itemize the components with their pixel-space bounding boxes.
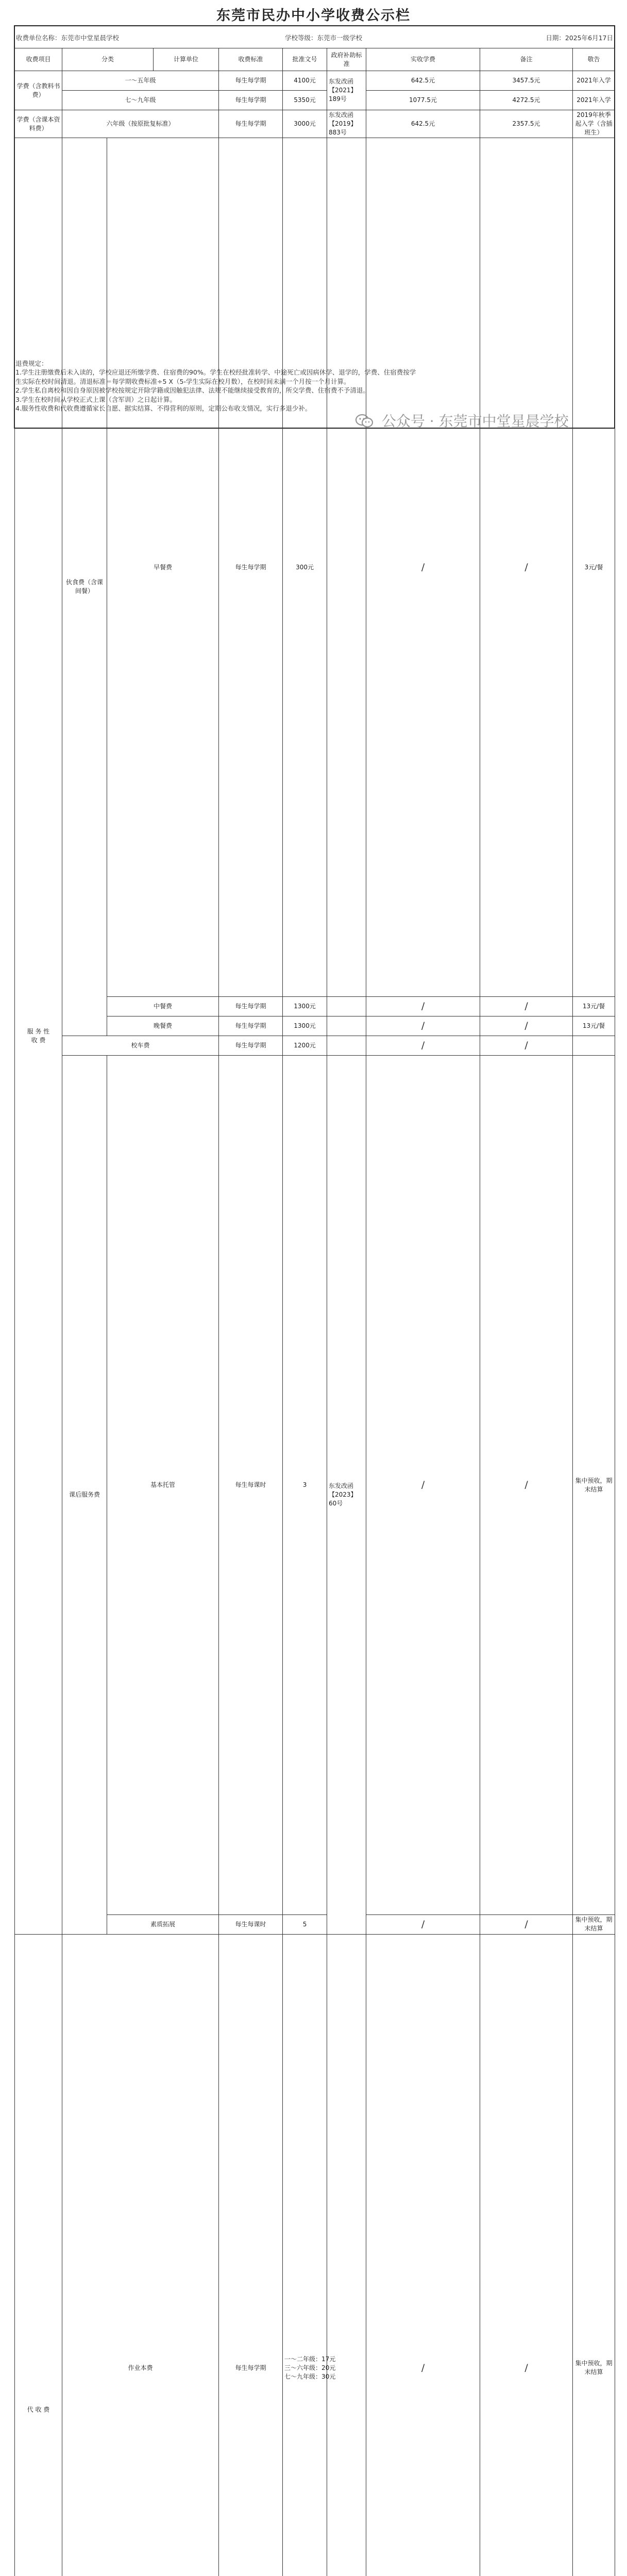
actual-fee: 4272.5元 <box>480 91 573 110</box>
unit-name: 收费单位名称：东莞市中堂星晨学校 <box>16 34 120 42</box>
calc-unit: 每生每学期 <box>219 997 283 1016</box>
remark <box>573 1036 615 1056</box>
refund-rule: 2.学生私自离校和因自身原因被学校按规定开除学籍或因触犯法律、法规不能继续接受教育的，所交学费、住宿费不予清退。 <box>15 386 369 395</box>
approval-doc <box>327 138 366 997</box>
actual-fee: / <box>480 1056 573 1914</box>
col-header: 收费项目 <box>15 48 62 71</box>
page-title: 东莞市民办中小学收费公示栏 <box>216 8 411 24</box>
approval-doc <box>327 997 366 1016</box>
tuition-label: 学费（含课本资料费） <box>15 110 62 138</box>
approval-doc <box>327 1016 366 1036</box>
refund-rule: 生实际在校时间清退。清退标准＝每学期收费标准÷5 X（5-学生实际在校月数），在校时间未满一个月按一个月计算。 <box>15 377 350 385</box>
col-header: 实收学费 <box>366 48 480 71</box>
remark: 13元/餐 <box>573 997 615 1016</box>
remark: 集中预收，期末结算 <box>573 1056 615 1914</box>
calc-unit: 每生每课时 <box>219 1914 283 1934</box>
col-header: 分类 <box>62 48 154 71</box>
calc-unit: 每生每学期 <box>219 110 283 138</box>
actual-fee: 2357.5元 <box>480 110 573 138</box>
approval-doc: 东发改函【2019】883号 <box>327 110 366 138</box>
watermark <box>355 410 569 432</box>
std-line: 七～九年级：30元 <box>284 2372 336 2380</box>
category: 基本托管 <box>107 1056 219 1914</box>
category: 早餐费 <box>107 138 219 997</box>
fee-standard: 300元 <box>283 138 327 997</box>
subsidy: / <box>366 1934 480 2576</box>
subsidy: 1077.5元 <box>366 91 480 110</box>
remark: 13元/餐 <box>573 1016 615 1036</box>
refund-rule: 4.服务性收费和代收费遵循家长自愿、据实结算、不得营利的原则，定期公布收支情况，实行多退少补。 <box>15 404 312 413</box>
table-row <box>15 1036 615 1056</box>
std-line: 一～二年级：17元 <box>284 2355 336 2363</box>
category: 一～五年级 <box>62 71 219 91</box>
meal-fee-label: 伙食费（含课间餐） <box>62 138 107 1036</box>
fee-standard: 1300元 <box>283 1016 327 1036</box>
calc-unit: 每生每学期 <box>219 71 283 91</box>
col-header: 敬告 <box>573 48 615 71</box>
actual-fee: / <box>480 1934 573 2576</box>
calc-unit: 每生每学期 <box>219 1016 283 1036</box>
category: 中餐费 <box>107 997 219 1016</box>
remark: 2021年入学 <box>573 71 615 91</box>
remark: 3元/餐 <box>573 138 615 997</box>
subsidy: / <box>366 138 480 997</box>
calc-unit: 每生每学期 <box>219 138 283 997</box>
table-row <box>15 71 615 91</box>
table-header-row <box>15 48 615 71</box>
category: 校车费 <box>62 1036 219 1056</box>
actual-fee: / <box>480 1036 573 1056</box>
subsidy: / <box>366 1016 480 1036</box>
fee-standard: 3 <box>283 1056 327 1914</box>
refund-rules <box>15 359 520 413</box>
actual-fee: / <box>480 1016 573 1036</box>
col-header: 备注 <box>480 48 573 71</box>
col-header: 政府补助标准 <box>327 48 366 71</box>
subsidy: / <box>366 1056 480 1914</box>
school-grade: 学校等级：东莞市一级学校 <box>285 34 363 42</box>
approval-doc: 东发改函【2021】189号 <box>327 71 366 110</box>
category: 六年级（按原批复标准） <box>62 110 219 138</box>
table-row <box>15 1934 615 2576</box>
table-row <box>15 110 615 138</box>
calc-unit: 每生每学期 <box>219 1934 283 2576</box>
table-row <box>15 138 615 997</box>
category: 晚餐费 <box>107 1016 219 1036</box>
col-header: 计算单位 <box>154 48 219 71</box>
category: 七～九年级 <box>62 91 219 110</box>
remark: 2019年秋季起入学（含插班生） <box>573 110 615 138</box>
col-header: 收费标准 <box>219 48 283 71</box>
actual-fee: / <box>480 1914 573 1934</box>
refund-rule: 3.学生在校时间从学校正式上课（含军训）之日起计算。 <box>15 395 176 403</box>
watermark-text: 公众号 · 东莞市中堂星晨学校 <box>381 413 569 430</box>
subsidy: 642.5元 <box>366 71 480 91</box>
calc-unit: 每生每学期 <box>219 1036 283 1056</box>
fee-standard: 4100元 <box>283 71 327 91</box>
remark: 2021年入学 <box>573 91 615 110</box>
table-row <box>15 1056 615 1914</box>
agency-fee-label: 代 收 费 <box>15 1934 62 2576</box>
actual-fee: / <box>480 997 573 1016</box>
remark: 集中预收，期末结算 <box>573 1914 615 1934</box>
actual-fee: 3457.5元 <box>480 71 573 91</box>
approval-doc: 东发改函【2023】60号 <box>327 1056 366 1934</box>
col-header: 批准文号 <box>283 48 327 71</box>
std-line: 三～六年级：20元 <box>284 2364 336 2371</box>
fee-standard: 1200元 <box>283 1036 327 1056</box>
fee-standard: 5 <box>283 1914 327 1934</box>
refund-rule: 1.学生注册缴费后未入读的，学校应退还所缴学费、住宿费的90%。学生在校经批准转学、中途死亡或因病休学、退学的，学费、住宿费按学 <box>15 368 416 377</box>
notice-date: 日期：2025年6月17日 <box>546 34 613 42</box>
tuition-label: 学费（含教料书费） <box>15 71 62 110</box>
subsidy: / <box>366 1036 480 1056</box>
category: 作业本费 <box>62 1934 219 2576</box>
approval-doc <box>327 1934 366 2576</box>
approval-doc <box>327 1036 366 1056</box>
refund-title: 退费规定： <box>15 360 48 367</box>
info-bar <box>15 26 614 48</box>
fee-standard: 1300元 <box>283 997 327 1016</box>
actual-fee: / <box>480 138 573 997</box>
wechat-icon <box>355 414 373 432</box>
after-school-fee-label: 课后服务费 <box>62 1056 107 1934</box>
service-fee-label: 服 务 性 收 费 <box>15 138 62 1935</box>
calc-unit: 每生每学期 <box>219 91 283 110</box>
subsidy: / <box>366 1914 480 1934</box>
fee-standard <box>283 1934 336 2576</box>
table-row <box>15 91 615 110</box>
calc-unit: 每生每课时 <box>219 1056 283 1914</box>
subsidy: 642.5元 <box>366 110 480 138</box>
fee-standard: 5350元 <box>283 91 327 110</box>
remark: 集中预收，期末结算 <box>573 1934 615 2576</box>
category: 素质拓展 <box>107 1914 219 1934</box>
subsidy: / <box>366 997 480 1016</box>
fee-standard: 3000元 <box>283 110 327 138</box>
